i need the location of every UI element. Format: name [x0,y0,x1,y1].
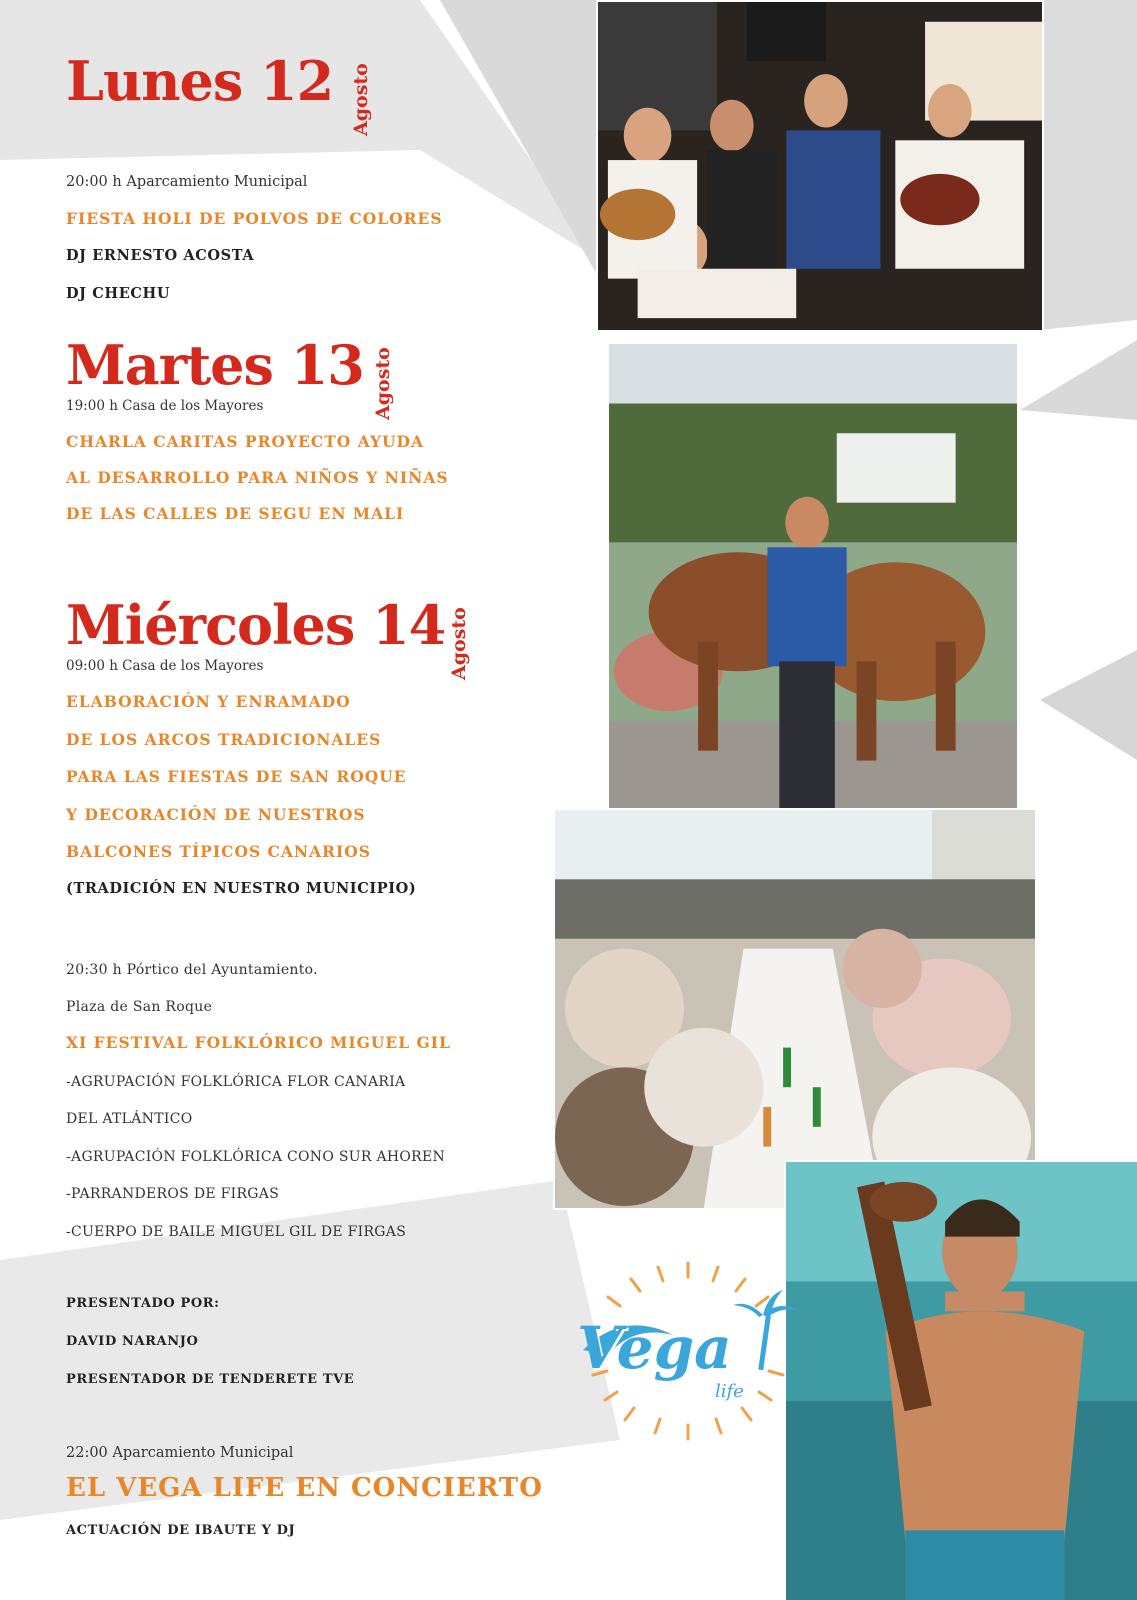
concert-title: EL VEGA LIFE EN CONCIERTO [66,1473,543,1503]
miercoles-event-line: Y DECORACIÓN DE NUESTROS [66,805,366,824]
photo-banquet [553,808,1037,1210]
day-title-miercoles: Miércoles 14 [66,593,446,657]
lunes-artist-2: DJ CHECHU [66,285,171,302]
day-title-lunes: Lunes 12 [66,49,334,113]
miercoles-event-line: DE LOS ARCOS TRADICIONALES [66,730,382,749]
festival-venue-line: Plaza de San Roque [66,999,213,1015]
festival-group: -AGRUPACIÓN FOLKLÓRICA FLOR CANARIA [66,1074,406,1090]
month-label: Agosto [372,347,394,420]
miercoles-event-line: PARA LAS FIESTAS DE SAN ROQUE [66,767,407,786]
photo-oxen [607,342,1019,830]
photo-singer [784,1160,1137,1600]
festival-group: -AGRUPACIÓN FOLKLÓRICA CONO SUR AHOREN [66,1149,446,1165]
festival-group: DEL ATLÁNTICO [66,1111,193,1127]
month-label: Agosto [350,63,372,136]
festival-title: XI FESTIVAL FOLKLÓRICO MIGUEL GIL [66,1033,451,1052]
presenter-heading: PRESENTADO POR: [66,1296,220,1311]
presenter-role: PRESENTADOR DE TENDERETE TVE [66,1372,355,1387]
concert-venue: 22:00 Aparcamiento Municipal [66,1445,294,1461]
miercoles-event-line: BALCONES TÍPICOS CANARIOS [66,842,371,861]
festival-group: -PARRANDEROS DE FIRGAS [66,1186,280,1202]
miercoles-event-line: ELABORACIÓN Y ENRAMADO [66,692,351,711]
presenter-name: DAVID NARANJO [66,1334,199,1349]
vega-life-logo [563,1255,813,1445]
miercoles-note: (TRADICIÓN EN NUESTRO MUNICIPIO) [66,880,417,897]
miercoles-venue: 09:00 h Casa de los Mayores [66,658,264,674]
festival-group: -CUERPO DE BAILE MIGUEL GIL DE FIRGAS [66,1224,407,1240]
lunes-venue: 20:00 h Aparcamiento Municipal [66,174,308,190]
logo-sub: life [715,1381,744,1402]
festival-venue-line: 20:30 h Pórtico del Ayuntamiento. [66,962,318,978]
day-title-martes: Martes 13 [66,333,364,397]
martes-event-line: CHARLA CARITAS PROYECTO AYUDA [66,432,424,451]
lunes-artist-1: DJ ERNESTO ACOSTA [66,247,255,264]
lunes-event: FIESTA HOLI DE POLVOS DE COLORES [66,209,443,228]
martes-event-line: DE LAS CALLES DE SEGU EN MALI [66,504,405,523]
month-label: Agosto [448,607,470,680]
concert-note: ACTUACIÓN DE IBAUTE Y DJ [66,1523,296,1538]
logo-word: Vega [577,1314,732,1382]
martes-event-line: AL DESARROLLO PARA NIÑOS Y NIÑAS [66,468,449,487]
martes-venue: 19:00 h Casa de los Mayores [66,398,264,414]
photo-musicians [596,0,1044,332]
